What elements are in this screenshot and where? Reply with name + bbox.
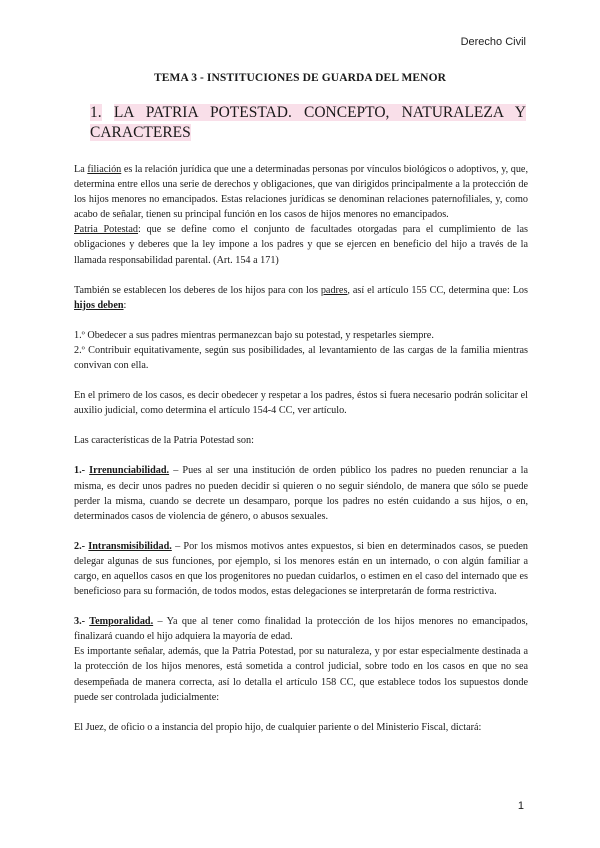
- text-run: es la relación jurídica que une a determinadas personas por vínculos biológicos o adoptivos, y, que, determina entre ellos una serie de derechos y obligaciones, que van dirigidos principalmente a la protección de los hijos menores no emancipados. Estas relaciones jurídicas se denominan relaciones paternofiliales, y, como acabo de señalar, tienen su principal función en los casos de hijos menores no emancipados.: [74, 164, 528, 221]
- spacer: [74, 599, 528, 614]
- paragraph-patria-potestad: [74, 222, 528, 267]
- item-number: 1.-: [74, 465, 90, 477]
- term-patria-potestad: Patria Potestad: [74, 224, 139, 236]
- spacer: [74, 313, 528, 328]
- document-title: TEMA 3 - INSTITUCIONES DE GUARDA DEL MENOR: [153, 72, 447, 84]
- text-run: :: [123, 299, 127, 311]
- paragraph-caracteristicas-intro: Las características de la Patria Potestad son:: [74, 435, 254, 447]
- list-item-2: 2.º Contribuir equitativamente, según sus posibilidades, al levantamiento de las cargas de la familia mientras convivan con ella.: [74, 344, 528, 372]
- paragraph-auxilio-judicial: En el primero de los casos, es decir obedecer y respetar a los padres, éstos si fuera necesario podrán solicitar el auxilio judicial, como determina el artículo 154-4 CC, ver artículo.: [74, 390, 528, 417]
- paragraph-intransmisibilidad: [74, 539, 528, 599]
- paragraph-juez: El Juez, de oficio o a instancia del propio hijo, de cualquier pariente o del Ministerio Fiscal, dictará:: [74, 721, 482, 733]
- spacer: [74, 418, 528, 433]
- paragraph-control-judicial: Es importante señalar, además, que la Patria Potestad, por su naturaleza, y por estar especialmente destinada a la protección de los hijos menores, está sometida a control judicial, sobre todo en los casos en que no sea desempeñada de manera correcta, así lo detalla el artículo 158 CC, que establece todos los supuestos donde puede ser controlada judicialmente:: [74, 646, 528, 703]
- spacer: [74, 705, 528, 720]
- spacer: [74, 268, 528, 283]
- running-header: Derecho Civil: [460, 36, 526, 48]
- term-filiacion: filiación: [87, 164, 122, 175]
- term-hijos-deben: hijos deben: [74, 299, 124, 311]
- text-run: : que se define como el conjunto de facultades otorgadas para el cumplimiento de las obligaciones y deberes que la ley impone a los padres y que se ejercen en beneficio del hijo a través de la llamada responsabilidad parental. (Art. 154 a 171): [74, 224, 528, 266]
- spacer: [74, 448, 528, 463]
- item-number: 3.-: [74, 616, 90, 628]
- text-run: – Pues al ser una institución de orden público los padres no pueden renunciar a la misma, es decir unos padres no pueden decidir si quieren o no seguir siéndolo, de manera que sólo se puede perder la misma, cuando se decrete un desamparo, porque los padres no estén cuidando a sus hijos, o en, determinados casos de violencia de género, o abusos sexuales.: [74, 465, 528, 522]
- list-item-1: 1.º Obedecer a sus padres mientras permanezcan bajo su potestad, y respetarles siempre.: [74, 329, 434, 341]
- item-number: 2.-: [74, 540, 89, 552]
- spacer: [74, 524, 528, 539]
- spacer: [74, 373, 528, 388]
- term-temporalidad: Temporalidad.: [89, 616, 154, 628]
- term-intransmisibilidad: Intransmisibilidad.: [88, 540, 172, 552]
- paragraph-filiacion: [74, 162, 528, 222]
- text-run: , así el artículo 155 CC, determina que: Los: [347, 284, 528, 296]
- term-padres: padres: [320, 284, 348, 296]
- text-run: – Por los mismos motivos antes expuestos, si bien en determinados casos, se pueden delegar algunas de sus funciones, por ejemplo, si los menores están en un internado, o con algún familiar a cargo, en aquellos casos en que los progenitores no puedan cuidarlos, o estimen en el caso del internado que es beneficioso para su formación, de todos modos, estas delegaciones se interpretarán de forma restrictiva.: [74, 540, 528, 598]
- term-irrenunciabilidad: Irrenunciabilidad.: [89, 465, 170, 477]
- section-number: 1.: [90, 104, 102, 121]
- section-heading: [90, 103, 526, 143]
- page-number: 1: [517, 800, 524, 812]
- text-run: – Ya que al tener como finalidad la protección de los hijos menores no emancipados, finalizará cuando el hijo adquiera la mayoría de edad.: [74, 616, 528, 643]
- body-text: [74, 162, 528, 735]
- text-run: También se establecen los deberes de los hijos para con los: [74, 284, 321, 296]
- paragraph-irrenunciabilidad: [74, 463, 528, 523]
- paragraph-deberes-hijos: [74, 283, 528, 313]
- paragraph-temporalidad: [74, 614, 528, 644]
- section-title: LA PATRIA POTESTAD. CONCEPTO, NATURALEZA Y CARACTERES: [90, 104, 527, 141]
- text-run: La: [74, 164, 88, 175]
